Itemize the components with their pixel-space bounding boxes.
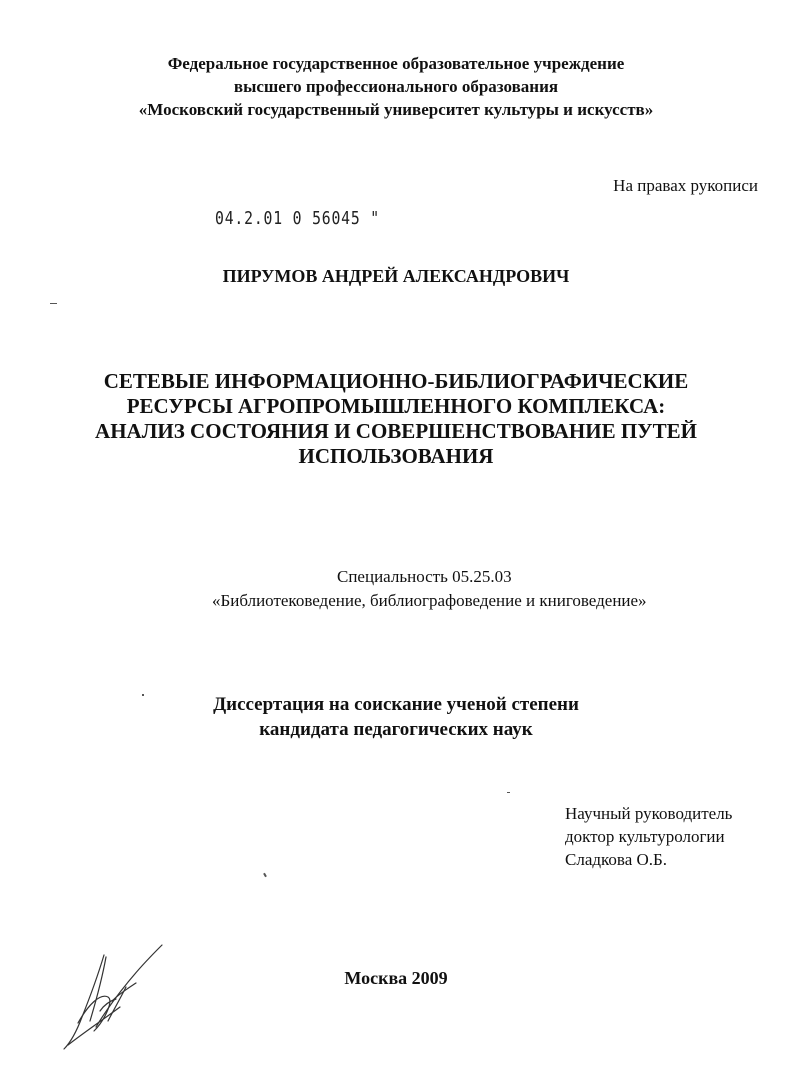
title-line: СЕТЕВЫЕ ИНФОРМАЦИОННО-БИБЛИОГРАФИЧЕСКИЕ — [103, 369, 689, 393]
rights-note: На правах рукописи — [613, 176, 758, 195]
title-line: АНАЛИЗ СОСТОЯНИЯ И СОВЕРШЕНСТВОВАНИЕ ПУТЕЙ — [95, 419, 697, 443]
advisor-line: доктор культурологии — [565, 827, 725, 846]
advisor-line: Сладкова О.Б. — [565, 850, 668, 869]
institution-header — [0, 52, 792, 121]
specialty-name: «Библиотековедение, библиографоведение и книговедение» — [212, 591, 647, 610]
registration-code: 04.2.01 0 56045 " — [215, 208, 381, 229]
scan-speck — [263, 873, 267, 877]
dissertation-title — [0, 369, 792, 469]
degree-line: Диссертация на соискание ученой степени — [213, 694, 579, 715]
title-line: РЕСУРСЫ АГРОПРОМЫШЛЕННОГО КОМПЛЕКСА: — [126, 394, 666, 418]
degree-statement — [0, 692, 792, 742]
scan-speck — [50, 303, 57, 304]
institution-line: «Московский государственный университет культуры и искусств» — [138, 100, 654, 119]
title-line: ИСПОЛЬЗОВАНИЯ — [298, 444, 494, 468]
advisor-line: Научный руководитель — [565, 804, 733, 823]
handwritten-signature-icon — [38, 935, 168, 1055]
city-year: Москва 2009 — [344, 968, 448, 988]
institution-line: высшего профессионального образования — [233, 77, 559, 96]
institution-line: Федеральное государственное образовательное учреждение — [167, 54, 625, 73]
author-name: ПИРУМОВ АНДРЕЙ АЛЕКСАНДРОВИЧ — [222, 266, 570, 286]
degree-line: кандидата педагогических наук — [259, 719, 533, 740]
specialty-number: Специальность 05.25.03 — [337, 567, 512, 586]
scan-speck — [507, 792, 510, 793]
scientific-advisor — [565, 802, 732, 871]
